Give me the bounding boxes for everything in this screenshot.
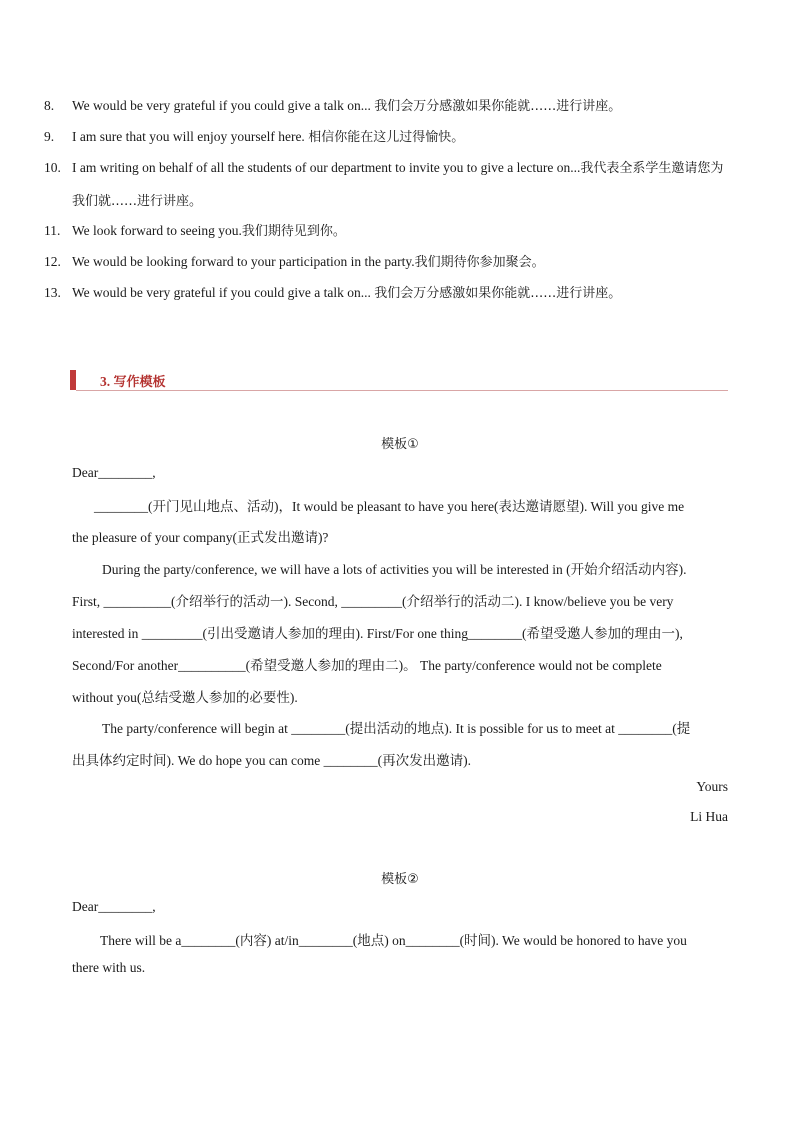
item-number: 10. — [44, 160, 61, 175]
section-divider — [76, 390, 728, 391]
template-1-signature: Li Hua — [690, 809, 728, 824]
item-english: We look forward to seeing you. — [72, 223, 242, 238]
template-1-salutation: Dear________, — [72, 465, 156, 480]
list-item — [44, 152, 734, 216]
template-1-para3-line2: 出具体约定时间). We do hope you can come ________(再次发出邀请). — [72, 753, 471, 768]
template-2-para1-line1: There will be a________(内容) at/in________(地点) on________(时间). We would be honored to have you — [100, 933, 687, 948]
section-header — [70, 368, 728, 392]
section-number: 3. — [100, 374, 111, 389]
item-number: 12. — [44, 254, 61, 269]
list-item — [44, 277, 734, 309]
list-item — [44, 90, 734, 122]
item-number: 8. — [44, 98, 55, 113]
item-chinese: 我们期待你参加聚会。 — [414, 255, 545, 270]
section-marker-bar — [70, 370, 76, 390]
section-title — [100, 371, 166, 390]
template-1-para2-line1: During the party/conference, we will have a lots of activities you will be interested in (开始介绍活动内容). — [102, 562, 687, 577]
item-english: We would be looking forward to your participation in the party. — [72, 254, 415, 269]
template-1-closing: Yours — [696, 779, 728, 794]
item-english: I am sure that you will enjoy yourself here. — [72, 129, 309, 144]
template-1-title: 模板① — [381, 437, 419, 452]
item-number: 11. — [44, 223, 61, 238]
section-title-text: 写作模板 — [113, 375, 166, 390]
item-chinese: 相信你能在这儿过得愉快。 — [308, 130, 465, 145]
template-2-title: 模板② — [381, 872, 419, 887]
list-item — [44, 215, 734, 247]
item-chinese: 我代表全系学生邀请您为我们就……进行讲座。 — [72, 161, 724, 209]
list-item — [44, 246, 734, 278]
item-chinese: 我们会万分感激如果你能就……进行讲座。 — [374, 99, 622, 114]
item-chinese: 我们会万分感激如果你能就……进行讲座。 — [374, 286, 622, 301]
item-number: 13. — [44, 285, 61, 300]
template-2-para1-line2: there with us. — [72, 960, 146, 975]
item-chinese: 我们期待见到你。 — [241, 224, 346, 239]
template-1-para2-line5: without you(总结受邀人参加的必要性). — [72, 690, 298, 705]
template-1-para2-line4: Second/For another__________(希望受邀人参加的理由二)。 The party/conference would not be complete — [72, 658, 662, 673]
template-1-para1-line1: ________(开门见山地点、活动)，It would be pleasant to have you here(表达邀请愿望). Will you give me — [94, 499, 685, 514]
template-1-para2-line3: interested in _________(引出受邀请人参加的理由). First/For one thing________(希望受邀人参加的理由一), — [72, 626, 683, 641]
list-item — [44, 121, 734, 153]
template-1-para2-line2: First, __________(介绍举行的活动一). Second, _________(介绍举行的活动二). I know/believe you be very — [72, 594, 674, 609]
template-2-salutation: Dear________, — [72, 899, 156, 914]
item-english: We would be very grateful if you could give a talk on... — [72, 285, 375, 300]
item-english: We would be very grateful if you could give a talk on... — [72, 98, 375, 113]
template-1-para3-line1: The party/conference will begin at ________(提出活动的地点). It is possible for us to meet at ________(提 — [102, 721, 691, 736]
item-number: 9. — [44, 129, 55, 144]
template-1-para1-line2: the pleasure of your company(正式发出邀请)? — [72, 530, 329, 545]
item-english: I am writing on behalf of all the students of our department to invite you to give a lecture on... — [72, 160, 581, 175]
